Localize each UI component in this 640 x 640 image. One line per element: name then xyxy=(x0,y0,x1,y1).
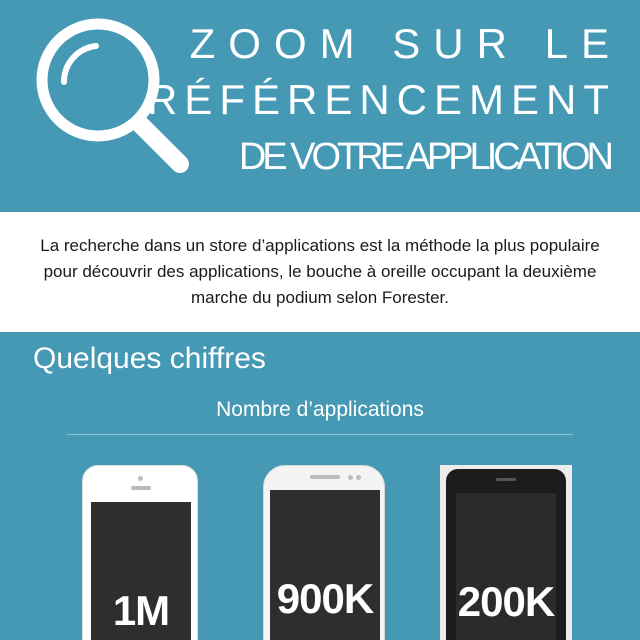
title-line-3: DE VOTRE APPLICATION xyxy=(238,136,610,178)
intro-section xyxy=(0,212,640,332)
stats-subtitle: Nombre d’applications xyxy=(216,398,424,421)
camera-dot xyxy=(138,476,143,481)
device-screen xyxy=(91,502,191,640)
android-phone-icon xyxy=(263,465,385,640)
speaker-slot xyxy=(310,475,340,479)
device-screen xyxy=(456,493,556,640)
divider xyxy=(67,434,573,435)
iphone-icon xyxy=(82,465,198,640)
device-bezel xyxy=(446,469,566,640)
app-count-ios: 1M xyxy=(112,587,170,634)
app-count-windows: 200K xyxy=(457,578,555,625)
section-title: Quelques chiffres xyxy=(33,342,266,375)
app-count-android: 900K xyxy=(276,575,374,622)
sensor-dot xyxy=(348,475,353,480)
sensor-dot xyxy=(356,475,361,480)
intro-text: La recherche dans un store d’applications est la méthode la plus populaire pour découvrir des applications, le bouche à oreille occupant la deuxième marche du podium selon Forester. xyxy=(40,236,600,307)
title-line-1: ZOOM SUR LE xyxy=(189,20,622,67)
speaker-slot xyxy=(131,486,151,490)
speaker-slot xyxy=(496,478,516,481)
device-screen xyxy=(270,490,380,640)
header-banner xyxy=(0,0,640,212)
windows-tablet-icon xyxy=(440,465,572,640)
title-line-2: RÉFÉRENCEMENT xyxy=(146,76,616,123)
